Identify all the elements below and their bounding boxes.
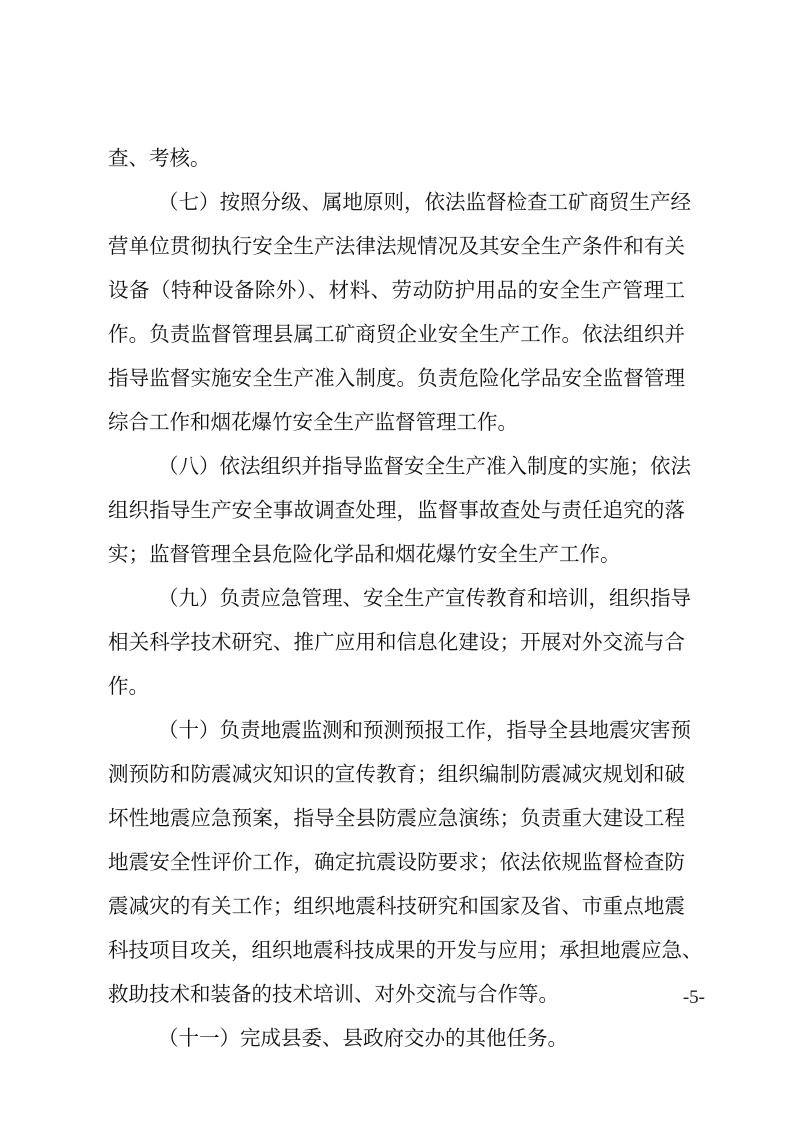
paragraph-11-line-1: （十一）完成县委、县政府交办的其他任务。 bbox=[158, 1026, 568, 1050]
text-line: 坏性地震应急预案，指导全县防震应急演练；负责重大建设工程 bbox=[108, 806, 685, 830]
paragraph-8-line-1: （八）依法组织并指导监督安全生产准入制度的实施；依法 bbox=[158, 454, 691, 478]
text-line: 设备（特种设备除外）、材料、劳动防护用品的安全生产管理工 bbox=[108, 278, 685, 302]
text-line: 作。负责监督管理县属工矿商贸企业安全生产工作。依法组织并 bbox=[108, 322, 685, 346]
text-line: 作。 bbox=[108, 674, 149, 698]
text-line: 综合工作和烟花爆竹安全生产监督管理工作。 bbox=[108, 410, 518, 434]
text-line: 实；监督管理全县危险化学品和烟花爆竹安全生产工作。 bbox=[108, 542, 621, 566]
text-line: 测预防和防震减灾知识的宣传教育；组织编制防震减灾规划和破 bbox=[108, 762, 685, 786]
paragraph-9-line-1: （九）负责应急管理、安全生产宣传教育和培训，组织指导 bbox=[158, 586, 691, 610]
text-line: 救助技术和装备的技术培训、对外交流与合作等。 bbox=[108, 982, 559, 1006]
text-line: 营单位贯彻执行安全生产法律法规情况及其安全生产条件和有关 bbox=[108, 234, 685, 258]
text-line: 相关科学技术研究、推广应用和信息化建设；开展对外交流与合 bbox=[108, 630, 685, 654]
text-line: 指导监督实施安全生产准入制度。负责危险化学品安全监督管理 bbox=[108, 366, 685, 390]
text-line: 查、考核。 bbox=[108, 146, 211, 170]
text-line: 震减灾的有关工作；组织地震科技研究和国家及省、市重点地震 bbox=[108, 894, 685, 918]
paragraph-10-line-1: （十）负责地震监测和预测预报工作，指导全县地震灾害预 bbox=[158, 718, 691, 742]
paragraph-7-line-1: （七）按照分级、属地原则，依法监督检查工矿商贸生产经 bbox=[158, 190, 691, 214]
text-line: 科技项目攻关，组织地震科技成果的开发与应用；承担地震应急、 bbox=[108, 938, 703, 962]
text-line: 组织指导生产安全事故调查处理，监督事故查处与责任追究的落 bbox=[108, 498, 685, 522]
page-number: -5- bbox=[682, 987, 705, 1008]
text-line: 地震安全性评价工作，确定抗震设防要求；依法依规监督检查防 bbox=[108, 850, 685, 874]
